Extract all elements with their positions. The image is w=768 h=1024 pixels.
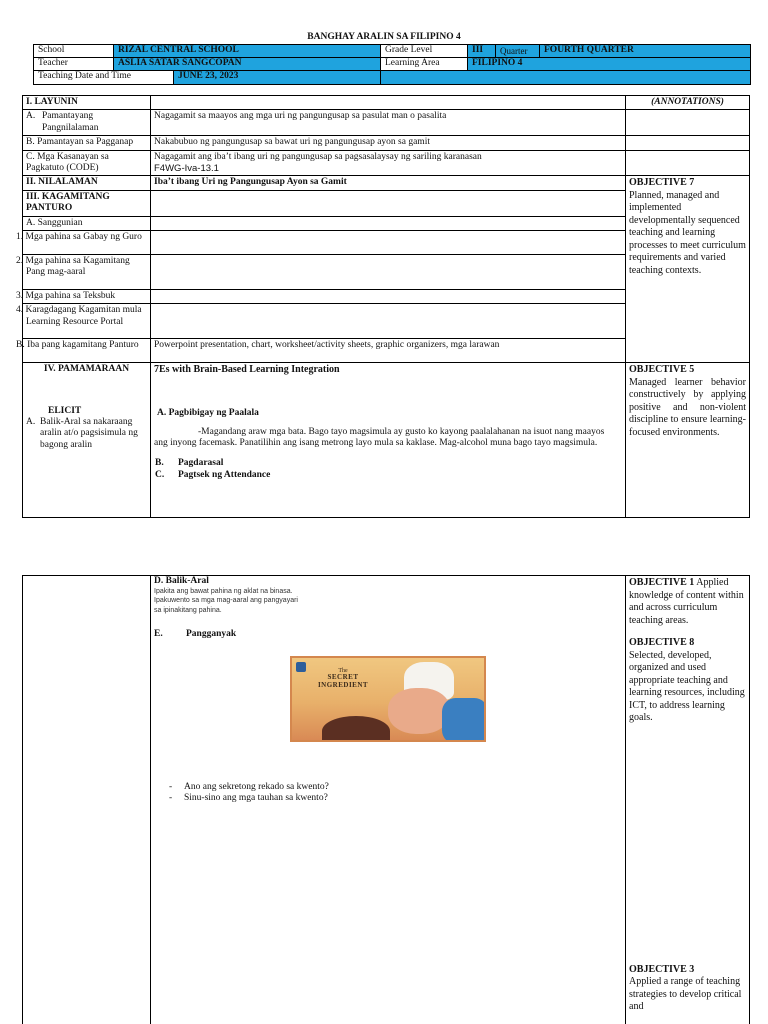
school-value: RIZAL CENTRAL SCHOOL [114, 45, 381, 58]
pamamaraan-cell [23, 363, 151, 518]
pamamaraan-heading: IV. PAMAMARAAN [43, 364, 130, 375]
attendance-index: C. [155, 469, 165, 480]
seven-es-heading: 7Es with Brain-Based Learning Integration [154, 364, 340, 376]
book-title-line-1: The [338, 667, 348, 674]
document-title: BANGHAY ARALIN SA FILIPINO 4 [307, 32, 461, 42]
teksbuk-label: 3. Mga pahina sa Teksbuk [23, 289, 151, 303]
lesson-plan-table-1 [16, 95, 750, 518]
objective-5-text: Managed learner behavior constructively by applying positive and non-violent discipline to ensure learning-focused environments. [629, 376, 746, 438]
bullet: - [169, 793, 173, 804]
objective-7-text: Planned, managed and implemented developmentally sequenced teaching and learning processes to meet curriculum requirements and varied teaching contexts. [629, 189, 746, 276]
annotation-cell [626, 136, 750, 150]
date-row-fill [381, 71, 751, 85]
book-title-line-2: SECRET INGREDIENT [317, 673, 369, 689]
pamantayang-label-text: Pamantayang Pangnilalaman [42, 111, 99, 133]
annotation-cell [626, 150, 750, 176]
teacher-label: Teacher [34, 58, 114, 71]
teacher-value: ASLIA SATAR SANGCOPAN [114, 58, 381, 71]
kagamitan-blank [151, 190, 626, 216]
pagganap-value: Nakabubuo ng pangungusap sa bawat uri ng pangungusap ayon sa gamit [151, 136, 626, 150]
pamantayang-label [23, 110, 151, 136]
paalala-text: -Magandang araw mga bata. Bago tayo magsimula ay gusto ko kayong paalalahanan na isuot nang maayos ang inyong facemask. Panatilihin ang isang metrong layo mula sa kaklase. Mag-alcohol muna bago tayo magsimula. [154, 426, 605, 449]
annotations-heading: (ANNOTATIONS) [626, 96, 750, 110]
kasanayan-code: F4WG-Iva-13.1 [154, 162, 219, 174]
nilalaman-heading: II. NILALAMAN [23, 176, 151, 190]
question-2: Sinu-sino ang mga tauhan sa kwento? [184, 793, 328, 804]
gabay-guro-blank [151, 230, 626, 254]
kasanayan-text: Nagagamit ang iba’t ibang uri ng pangungusap sa pagsasalaysay ng sariling karanasan [154, 151, 482, 162]
learning-area-label: Learning Area [381, 58, 468, 71]
kagamitan-heading: III. KAGAMITANG PANTURO [23, 190, 151, 216]
teksbuk-blank [151, 289, 626, 303]
publisher-logo-icon [296, 662, 306, 672]
sanggunian-blank [151, 216, 626, 230]
balik-aral-heading: D. Balik-Aral [154, 576, 209, 586]
objective-5-title: OBJECTIVE 5 [629, 364, 695, 376]
pamantayang-value: Nagagamit sa maayos ang mga uri ng pangungusap sa pasulat man o pasalita [151, 110, 626, 136]
kagamitang-blank [151, 254, 626, 289]
layunin-heading: I. LAYUNIN [23, 96, 151, 110]
book-cover-image [290, 656, 486, 742]
left-blank-cell [23, 576, 151, 1024]
teaching-date-value: JUNE 23, 2023 [178, 71, 239, 81]
iba-pang-label: B. Iba pang kagamitang Panturo [23, 339, 151, 363]
pangganyak-heading: Pangganyak [186, 629, 237, 640]
balik-aral-index: A. [26, 417, 36, 428]
balik-aral-content [151, 576, 626, 1024]
karagdagang-label: 4. Karagdagang Kagamitan mula Learning Resource Portal [23, 304, 151, 339]
balik-aral-line-3: sa ipinakitang pahina. [154, 606, 222, 614]
pamantayang-index: A. [26, 111, 36, 122]
header-table [33, 44, 751, 85]
pagdarasal-heading: Pagdarasal [178, 458, 224, 469]
objective-5-cell [626, 363, 750, 518]
blue-shirt-shape [442, 698, 486, 742]
attendance-heading: Pagtsek ng Attendance [178, 469, 271, 480]
balik-aral-label: Balik-Aral sa nakaraang aralin at/o pagsisimula ng bagong aralin [40, 417, 138, 450]
objectives-cell [626, 576, 750, 1024]
lesson-plan-table-2 [22, 575, 750, 1024]
paalala-heading: A. Pagbibigay ng Paalala [157, 408, 259, 419]
pagdarasal-index: B. [155, 458, 164, 469]
grade-level-value: III [468, 45, 496, 58]
karagdagang-blank [151, 304, 626, 339]
objective-3-title: OBJECTIVE 3 [629, 963, 695, 975]
elicit-heading: ELICIT [48, 405, 82, 416]
date-row [34, 71, 381, 85]
gabay-guro-label: 1. Mga pahina sa Gabay ng Guro [23, 230, 151, 254]
chef-face-shape [388, 688, 450, 734]
teaching-date-label: Teaching Date and Time [34, 71, 174, 84]
bullet: - [169, 781, 173, 792]
grade-level-label: Grade Level [381, 45, 468, 58]
quarter-value: FOURTH QUARTER [540, 45, 751, 58]
nilalaman-value: Iba’t ibang Uri ng Pangungusap Ayon sa Gamit [151, 176, 626, 190]
school-label: School [34, 45, 114, 58]
layunin-blank [151, 96, 626, 110]
objective-8-text: Selected, developed, organized and used appropriate teaching and learning resources, including ICT, to address learning goals. [629, 649, 745, 723]
cooking-pot-shape [322, 716, 390, 742]
iba-pang-value: Powerpoint presentation, chart, worksheet/activity sheets, graphic organizers, mga larawan [151, 339, 626, 363]
objective-7-cell [626, 176, 750, 363]
annotation-cell [626, 110, 750, 136]
book-cover-title [306, 668, 380, 690]
objective-1-title: OBJECTIVE 1 [629, 577, 695, 588]
pangganyak-index: E. [154, 629, 163, 640]
learning-area-value: FILIPINO 4 [468, 58, 751, 71]
objective-8-title: OBJECTIVE 8 [629, 637, 695, 648]
kasanayan-label: C. Mga Kasanayan sa Pagkatuto (CODE) [23, 150, 151, 176]
objective-7-title: OBJECTIVE 7 [629, 177, 695, 189]
quarter-label: Quarter [496, 45, 540, 58]
sanggunian-label: A. Sanggunian [23, 216, 151, 230]
balik-aral-line-2: Ipakuwento sa mga mag-aaral ang pangyayari [154, 597, 298, 605]
pagganap-label: B. Pamantayan sa Pagganap [23, 136, 151, 150]
kagamitang-mag-aaral-label: 2. Mga pahina sa Kagamitang Pang mag-aaral [23, 254, 151, 289]
kasanayan-value [151, 150, 626, 176]
objective-1-text: Applied knowledge of content within and across curriculum teaching areas. [629, 577, 744, 626]
objective-3-text: Applied a range of teaching strategies to develop critical and [629, 976, 742, 1012]
pamamaraan-content [151, 363, 626, 518]
balik-aral-line-1: Ipakita ang bawat pahina ng aklat na binasa. [154, 587, 293, 595]
question-1: Ano ang sekretong rekado sa kwento? [184, 781, 329, 792]
